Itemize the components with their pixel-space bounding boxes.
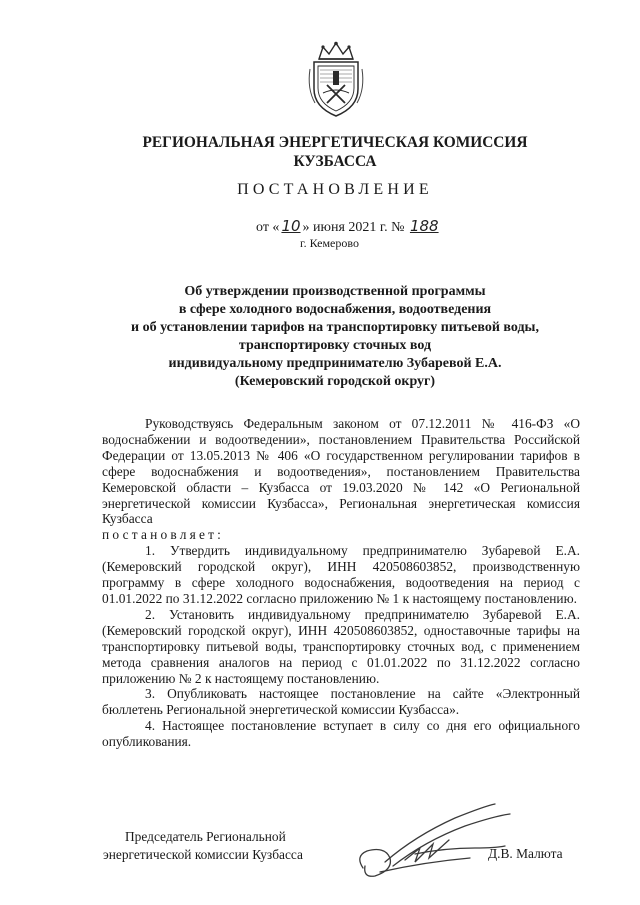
clause-paragraph: 3. Опубликовать настоящее постановление на сайте «Электронный бюллетень Региональной энергетической комиссии Кузбасса». bbox=[102, 686, 580, 718]
handwritten-signature bbox=[345, 796, 530, 886]
subject-line: и об установлении тарифов на транспортировку питьевой воды, bbox=[131, 320, 539, 335]
clause-paragraph: 4. Настоящее постановление вступает в силу со дня его официального опубликования. bbox=[102, 718, 580, 750]
org-title-line: РЕГИОНАЛЬНАЯ ЭНЕРГЕТИЧЕСКАЯ КОМИССИЯ bbox=[142, 134, 528, 151]
city-label: г. Кемерово bbox=[300, 236, 359, 250]
subject-line: индивидуальному предпринимателю Зубаревой Е.А. bbox=[168, 356, 502, 371]
date-prefix: от « bbox=[256, 220, 280, 235]
signatory-position bbox=[103, 828, 343, 864]
subject-line: в сфере холодного водоснабжения, водоотведения bbox=[178, 302, 492, 317]
position-line: Председатель Региональной bbox=[125, 829, 286, 844]
signatory-name: Д.В. Малюта bbox=[488, 846, 563, 861]
preamble-paragraph: Руководствуясь Федеральным законом от 07.12.2011 № 416-ФЗ «О водоснабжении и водоотведении», постановлением Правительства Российской Федерации от 13.05.2013 № 406 «О государственном регулировании тарифов в сфере водоснабжения и водоотведения», постановлением Правительства Кемеровской области – Кузбасса от 19.03.2020 № 142 «О Региональной энергетической комиссии Кузбасса», Региональная энергетическая комиссия Кузбасса bbox=[102, 416, 580, 527]
document-type: ПОСТАНОВЛЕНИЕ bbox=[237, 181, 433, 198]
organization-title bbox=[100, 133, 570, 171]
coat-of-arms-icon bbox=[305, 41, 367, 119]
resolves-word: постановляет: bbox=[102, 527, 225, 543]
clause-paragraph: 2. Установить индивидуальному предпринимателю Зубаревой Е.А. (Кемеровский городской округ), ИНН 420508603852, одноставочные тарифы на транспортировку питьевой воды, транспортировку сточных вод, с применением метода сравнения аналогов на период с 01.01.2022 по 31.12.2022 согласно приложению № 2 к настоящему постановлению. bbox=[102, 606, 580, 686]
resolves-paragraph bbox=[102, 527, 580, 543]
document-subject bbox=[90, 283, 580, 391]
subject-line: транспортировку сточных вод bbox=[238, 338, 432, 353]
document-body bbox=[102, 416, 580, 750]
clause-paragraph: 1. Утвердить индивидуальному предпринимателю Зубаревой Е.А. (Кемеровский городской округ), ИНН 420508603852, производственную программу в сфере холодного водоснабжения, водоотведения на период с 01.01.2022 по 31.12.2022 согласно приложению № 1 к настоящему постановлению. bbox=[102, 543, 580, 606]
subject-line: Об утверждении производственной программы bbox=[184, 284, 486, 299]
handwritten-doc-number: 188 bbox=[409, 217, 439, 235]
handwritten-day: 10 bbox=[281, 217, 301, 235]
date-middle: » июня 2021 г. № bbox=[302, 220, 405, 235]
position-line: энергетической комиссии Кузбасса bbox=[103, 847, 303, 862]
subject-line: (Кемеровский городской округ) bbox=[234, 374, 436, 389]
org-title-line: КУЗБАССА bbox=[293, 153, 377, 170]
date-number-line bbox=[256, 217, 441, 236]
